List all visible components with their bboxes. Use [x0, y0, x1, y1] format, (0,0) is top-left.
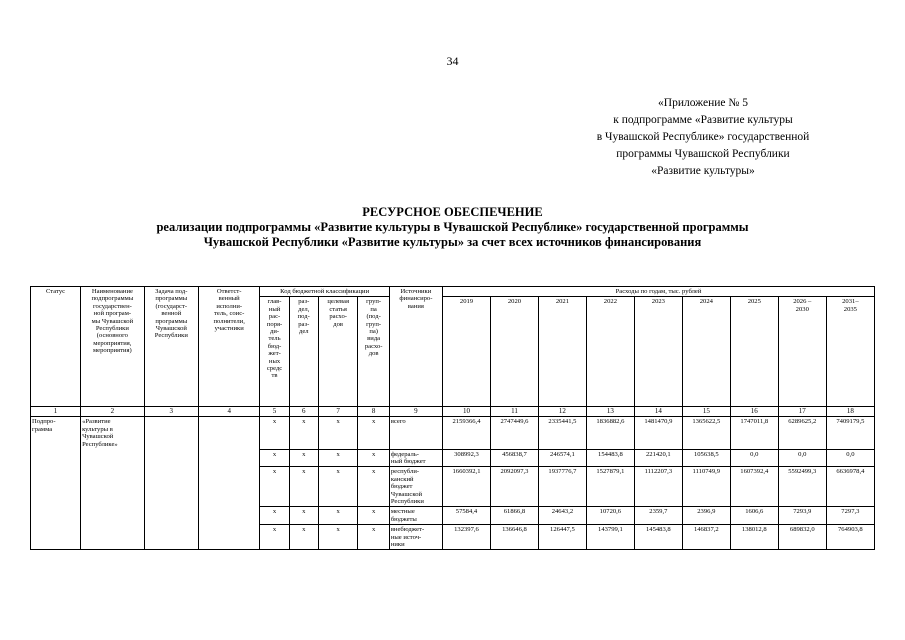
appendix-line: «Развитие культуры» [651, 165, 755, 177]
code-mark: x [318, 417, 358, 449]
header-line: Чувашской [155, 325, 187, 333]
document-title [0, 205, 905, 250]
header-grbs [260, 297, 289, 407]
header-line: исполни- [216, 302, 243, 310]
header-line: Источники [400, 288, 432, 295]
executor-cell [198, 417, 260, 449]
code-mark: x [318, 449, 358, 467]
header-line: статья [329, 305, 347, 313]
header-line: Республики [95, 325, 129, 333]
header-line: мероприятия) [93, 347, 132, 355]
expense-value: 7409179,5 [826, 417, 874, 449]
status-cell [31, 449, 81, 467]
status-cell [31, 467, 81, 507]
table-row [31, 507, 875, 525]
header-line: тв [271, 372, 278, 380]
header-line: дел, [298, 305, 310, 313]
header-year: 2020 [490, 297, 538, 407]
column-number: 2 [81, 407, 145, 417]
header-line: Республики [154, 332, 188, 340]
source-line: всего [390, 418, 406, 426]
name-value: Республике» [82, 440, 118, 448]
expense-value: 126447,5 [538, 525, 586, 550]
expense-value: 5592499,3 [778, 467, 826, 507]
title-line-2: реализации подпрограммы «Развитие культуры в Чувашской Республике» государственной программы [156, 220, 749, 234]
header-group [358, 297, 389, 407]
source-cell [389, 417, 442, 449]
source-cell [389, 525, 442, 550]
expense-value: 689832,0 [778, 525, 826, 550]
source-line: местные [390, 508, 415, 516]
header-line: венной [161, 310, 182, 318]
expense-value: 57584,4 [443, 507, 491, 525]
expense-value: 2092097,3 [490, 467, 538, 507]
resource-table [30, 286, 875, 550]
expense-value: 105638,5 [682, 449, 730, 467]
header-executor [198, 287, 260, 407]
code-mark: x [358, 467, 389, 507]
expense-value: 0,0 [826, 449, 874, 467]
expense-value: 1481470,9 [634, 417, 682, 449]
executor-cell [198, 525, 260, 550]
expense-value: 1607392,4 [730, 467, 778, 507]
expense-value: 6636978,4 [826, 467, 874, 507]
column-number: 18 [826, 407, 874, 417]
code-mark: x [358, 507, 389, 525]
header-line: мероприятия, [93, 339, 132, 347]
column-number: 7 [318, 407, 358, 417]
appendix-line: в Чувашской Республике» государственной [596, 131, 810, 143]
header-line: под- [297, 313, 310, 321]
header-line: вида [367, 335, 381, 343]
column-number: 6 [289, 407, 318, 417]
header-line: расхо- [329, 313, 347, 321]
expense-value: 0,0 [730, 449, 778, 467]
source-cell [389, 467, 442, 507]
title-line-3: Чувашской Республики «Развитие культуры» за счет всех источников финансирования [203, 235, 702, 249]
expense-value: 1112207,3 [634, 467, 682, 507]
header-target [318, 297, 358, 407]
header-line: подпрограммы [91, 295, 134, 303]
column-number: 16 [730, 407, 778, 417]
header-line: венный [218, 295, 240, 303]
executor-cell [198, 449, 260, 467]
code-mark: x [289, 467, 318, 507]
status-cell [31, 507, 81, 525]
expense-value: 146837,2 [682, 525, 730, 550]
header-year: 2023 [634, 297, 682, 407]
header-line: ных [268, 357, 281, 365]
code-mark: x [358, 449, 389, 467]
header-line: ный [268, 305, 281, 313]
header-line: дов [333, 320, 344, 328]
column-number: 17 [778, 407, 826, 417]
expense-value: 10720,6 [586, 507, 634, 525]
expense-value: 132397,6 [443, 525, 491, 550]
task-cell [144, 507, 198, 525]
code-mark: x [318, 525, 358, 550]
header-year: 2024 [682, 297, 730, 407]
column-number: 11 [490, 407, 538, 417]
header-line: поря- [266, 320, 283, 328]
header-year: 2031– 2035 [826, 297, 874, 407]
expense-value: 1365622,5 [682, 417, 730, 449]
status-value: грамма [32, 425, 53, 433]
code-mark: x [260, 525, 289, 550]
expense-value: 2747449,6 [490, 417, 538, 449]
code-mark: x [260, 449, 289, 467]
column-number: 1 [31, 407, 81, 417]
header-line: расхо- [364, 342, 383, 350]
expense-value: 0,0 [778, 449, 826, 467]
appendix-note [560, 95, 846, 180]
name-cell [81, 417, 145, 449]
expense-value: 145483,8 [634, 525, 682, 550]
header-line: па [370, 305, 377, 313]
expense-value: 1606,6 [730, 507, 778, 525]
code-mark: x [260, 417, 289, 449]
header-line: (основного [96, 332, 128, 340]
header-line: па) [369, 328, 378, 336]
status-value: Подпро- [32, 418, 56, 426]
source-line: канский [390, 475, 414, 483]
header-line: раз- [298, 320, 310, 328]
column-number: 13 [586, 407, 634, 417]
expense-value: 1660392,1 [443, 467, 491, 507]
header-expenses: Расходы по годам, тыс. рублей [443, 287, 875, 297]
expense-value: 221420,1 [634, 449, 682, 467]
header-line: бюд- [267, 342, 282, 350]
header-name [81, 287, 145, 407]
expense-value: 1836882,6 [586, 417, 634, 449]
source-line: ный бюджет [390, 457, 426, 465]
header-line: средс [266, 365, 283, 373]
header-year: 2026 – 2030 [778, 297, 826, 407]
column-number: 5 [260, 407, 289, 417]
header-line: глав- [267, 298, 282, 306]
header-sources [389, 287, 442, 407]
expense-value: 2396,9 [682, 507, 730, 525]
header-line: ной програм- [93, 310, 132, 318]
expense-value: 2359,7 [634, 507, 682, 525]
header-line: вания [407, 302, 424, 310]
header-line: Наименование [91, 288, 133, 295]
expense-value: 1527879,1 [586, 467, 634, 507]
name-value: Чувашской [82, 433, 114, 441]
header-line: Задача под- [155, 288, 188, 295]
expense-value: 7293,9 [778, 507, 826, 525]
header-line: мы Чувашской [91, 317, 134, 325]
header-line: дов [368, 350, 379, 358]
header-year: 2022 [586, 297, 634, 407]
header-line: программы [155, 295, 188, 303]
header-line: участники [214, 325, 244, 333]
name-cell [81, 449, 145, 467]
title-line-1: РЕСУРСНОЕ ОБЕСПЕЧЕНИЕ [362, 205, 543, 219]
source-line: Республики [390, 497, 424, 505]
column-number: 3 [144, 407, 198, 417]
source-line: ные источ- [390, 533, 422, 541]
executor-cell [198, 467, 260, 507]
source-cell [389, 507, 442, 525]
header-row-1 [31, 287, 875, 297]
name-cell [81, 525, 145, 550]
header-line: дел [298, 328, 309, 336]
status-cell [31, 417, 81, 449]
header-line: тель [268, 335, 281, 343]
expense-value: 1937776,7 [538, 467, 586, 507]
code-mark: x [358, 525, 389, 550]
header-line: ди- [270, 328, 280, 336]
expense-value: 24643,2 [538, 507, 586, 525]
code-mark: x [289, 417, 318, 449]
code-mark: x [289, 449, 318, 467]
expense-value: 136646,8 [490, 525, 538, 550]
name-value: «Развитие [82, 418, 111, 426]
column-number: 4 [198, 407, 260, 417]
task-cell [144, 449, 198, 467]
header-line: груп- [366, 298, 382, 306]
header-line: тель, соис- [214, 310, 245, 318]
expense-value: 7297,3 [826, 507, 874, 525]
header-line: полнители, [213, 317, 245, 325]
column-number: 8 [358, 407, 389, 417]
code-mark: x [289, 525, 318, 550]
name-cell [81, 467, 145, 507]
task-cell [144, 467, 198, 507]
header-line: программы [155, 317, 188, 325]
executor-cell [198, 507, 260, 525]
header-year: 2025 [730, 297, 778, 407]
source-line: внебюджет- [390, 526, 425, 534]
code-mark: x [260, 467, 289, 507]
name-value: культуры в [82, 425, 113, 433]
header-line: (государст- [155, 302, 188, 310]
source-cell [389, 449, 442, 467]
code-mark: x [318, 467, 358, 507]
expense-value: 1110749,9 [682, 467, 730, 507]
header-line: груп- [366, 320, 382, 328]
expense-value: 154483,8 [586, 449, 634, 467]
name-cell [81, 507, 145, 525]
header-line: рас- [268, 313, 281, 321]
header-year: 2019 [443, 297, 491, 407]
column-number: 10 [443, 407, 491, 417]
column-number: 9 [389, 407, 442, 417]
status-cell [31, 525, 81, 550]
source-line: бюджет [390, 483, 413, 491]
expense-value: 1747011,8 [730, 417, 778, 449]
code-mark: x [358, 417, 389, 449]
expense-value: 764903,8 [826, 525, 874, 550]
appendix-line: «Приложение № 5 [658, 97, 748, 109]
header-line: раз- [298, 298, 310, 306]
header-task [144, 287, 198, 407]
table-row [31, 467, 875, 507]
code-mark: x [260, 507, 289, 525]
column-number: 15 [682, 407, 730, 417]
header-line: целевая [327, 298, 349, 306]
expense-value: 456838,7 [490, 449, 538, 467]
task-cell [144, 417, 198, 449]
code-mark: x [318, 507, 358, 525]
source-line: Чувашской [390, 490, 423, 498]
page-number: 34 [446, 54, 459, 68]
expense-value: 246574,1 [538, 449, 586, 467]
column-number: 12 [538, 407, 586, 417]
source-line: ники [390, 541, 405, 548]
expense-value: 138012,8 [730, 525, 778, 550]
header-line: государствен- [92, 302, 132, 310]
table-row [31, 417, 875, 449]
expense-value: 2335441,5 [538, 417, 586, 449]
expense-value: 143799,1 [586, 525, 634, 550]
header-line: финансиро- [399, 295, 433, 303]
source-line: федераль- [390, 450, 419, 458]
expense-value: 2159366,4 [443, 417, 491, 449]
header-budget-code: Код бюджетной классификации [260, 287, 389, 297]
appendix-line: к подпрограмме «Развитие культуры [613, 114, 793, 126]
header-line: (под- [366, 313, 381, 321]
expense-value: 61866,8 [490, 507, 538, 525]
header-status: Статус [31, 287, 81, 407]
header-line: жет- [268, 350, 281, 358]
source-line: бюджеты [390, 515, 417, 523]
expense-value: 6289625,2 [778, 417, 826, 449]
source-line: республи- [390, 468, 420, 476]
header-line: Ответст- [216, 288, 242, 295]
column-number: 14 [634, 407, 682, 417]
code-mark: x [289, 507, 318, 525]
header-section [289, 297, 318, 407]
column-numbers-row [31, 407, 875, 417]
appendix-line: программы Чувашской Республики [616, 148, 790, 160]
table-row [31, 449, 875, 467]
expense-value: 308992,3 [443, 449, 491, 467]
task-cell [144, 525, 198, 550]
header-year: 2021 [538, 297, 586, 407]
table-row [31, 525, 875, 550]
